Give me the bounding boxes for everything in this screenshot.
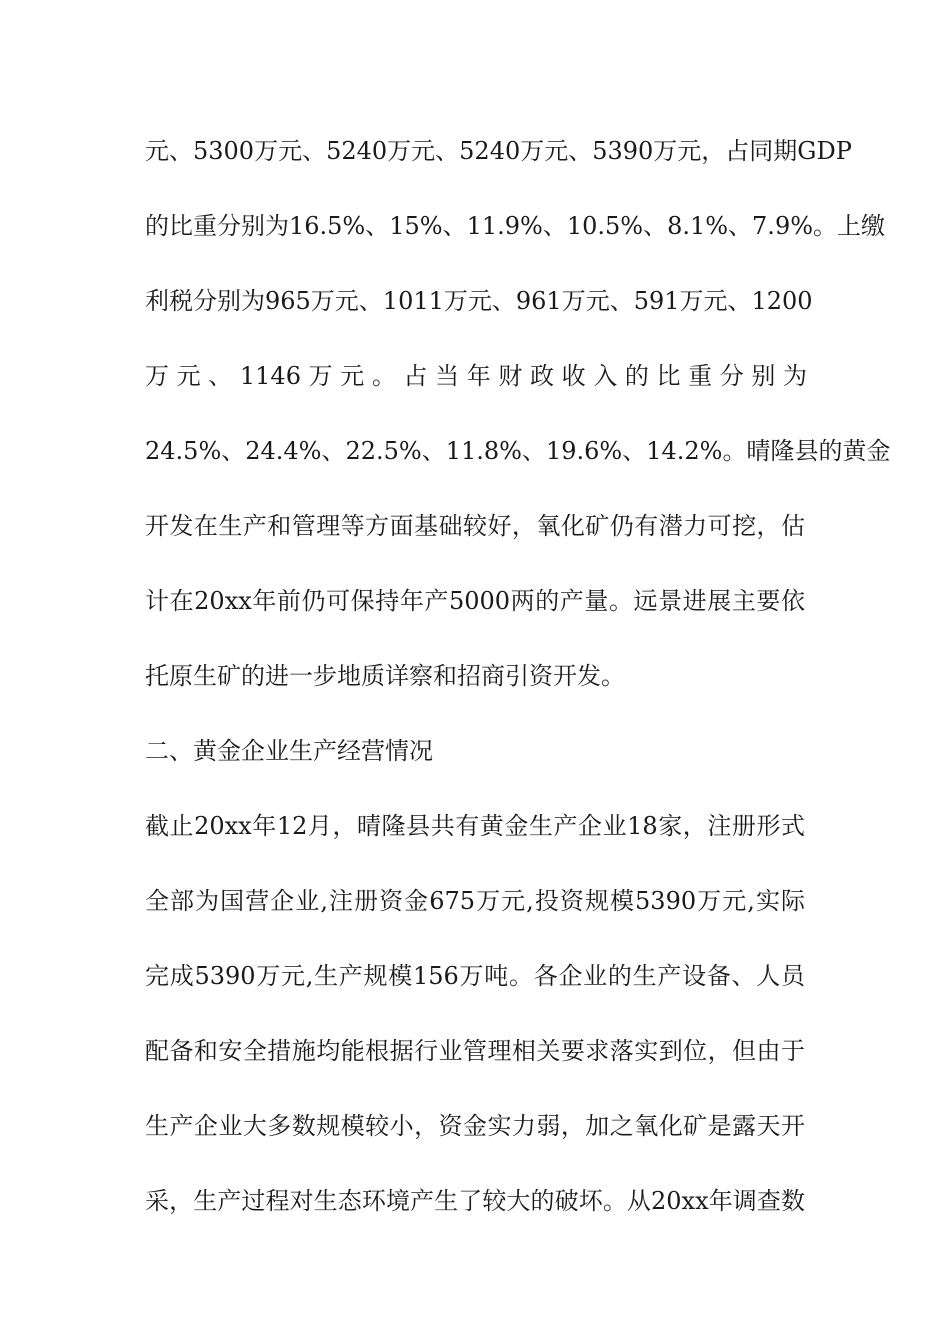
text-line: 托原生矿的进一步地质详察和招商引资开发。 bbox=[145, 662, 625, 690]
text-line: 截止20xx年12月，晴隆县共有黄金生产企业18家，注册形式 bbox=[145, 812, 805, 840]
text-line: 配备和安全措施均能根据行业管理相关要求落实到位，但由于 bbox=[145, 1037, 805, 1065]
text-line: 万 元 、 1146 万 元 。 占 当 年 财 政 收 入 的 比 重 分 别 为 bbox=[145, 362, 808, 390]
text-line: 采，生产过程对生态环境产生了较大的破坏。从20xx年调查数 bbox=[145, 1187, 805, 1215]
text-line: 的比重分别为16.5%、15%、11.9%、10.5%、8.1%、7.9%。上缴 bbox=[145, 212, 886, 240]
text-line: 全部为国营企业,注册资金675万元,投资规模5390万元,实际 bbox=[145, 887, 805, 915]
text-line: 完成5390万元,生产规模156万吨。各企业的生产设备、人员 bbox=[145, 962, 805, 990]
text-line: 计在20xx年前仍可保持年产5000两的产量。远景进展主要依 bbox=[145, 587, 805, 615]
text-line: 24.5%、24.4%、22.5%、11.8%、19.6%、14.2%。晴隆县的黄金 bbox=[145, 437, 891, 465]
text-line: 生产企业大多数规模较小，资金实力弱，加之氧化矿是露天开 bbox=[145, 1112, 805, 1140]
text-line: 开发在生产和管理等方面基础较好，氧化矿仍有潜力可挖，估 bbox=[145, 512, 805, 540]
text-line: 利税分别为965万元、1011万元、961万元、591万元、1200 bbox=[145, 287, 813, 315]
section-heading: 二、黄金企业生产经营情况 bbox=[145, 737, 433, 765]
text-line: 元、5300万元、5240万元、5240万元、5390万元，占同期GDP bbox=[145, 137, 852, 165]
